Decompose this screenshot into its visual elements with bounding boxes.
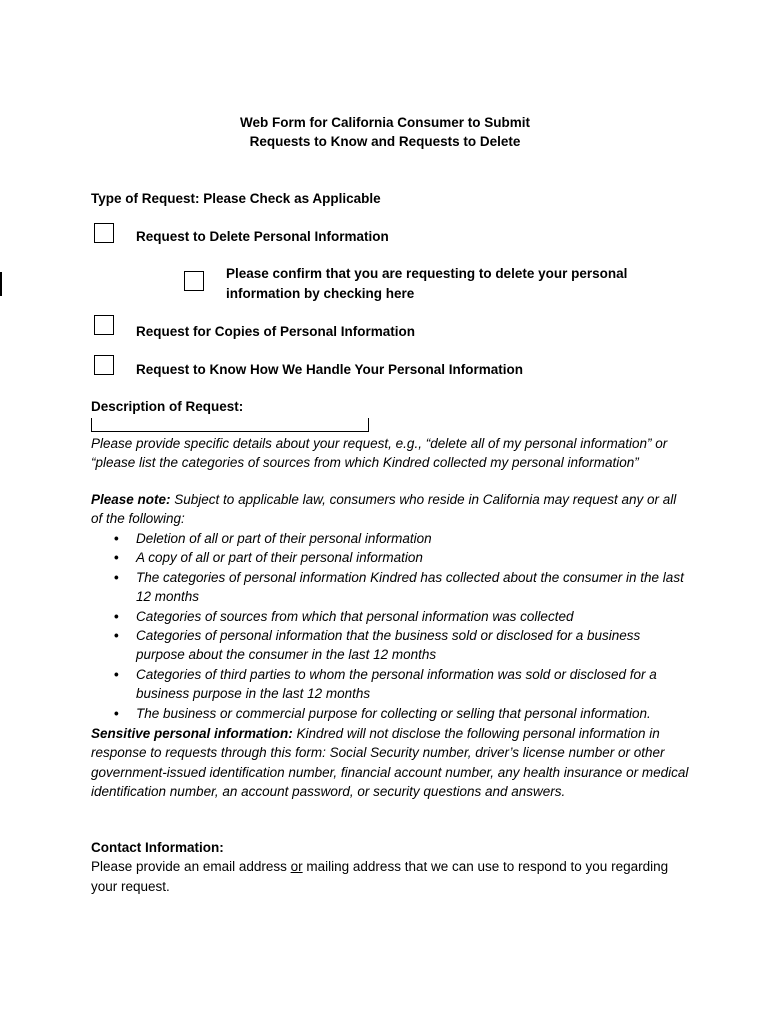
page-edge-mark [0, 272, 2, 296]
type-of-request-heading: Type of Request: Please Check as Applicable [91, 191, 381, 206]
note-list [91, 529, 691, 723]
description-input[interactable] [91, 418, 369, 432]
know-request-checkbox[interactable] [94, 355, 114, 375]
copies-request-label: Request for Copies of Personal Information [136, 324, 416, 339]
list-item: • The business or commercial purpose for collecting or selling that personal information. [91, 704, 691, 723]
note-paragraph [91, 490, 691, 529]
list-item: • Categories of sources from which that personal information was collected [91, 607, 691, 626]
contact-heading: Contact Information: [91, 840, 224, 855]
form-title-line-1: Web Form for California Consumer to Submit [239, 115, 530, 130]
confirm-delete-label: Please confirm that you are requesting to delete your personal information by checking here [226, 266, 628, 301]
form-title-line-2: Requests to Know and Requests to Delete [249, 134, 521, 149]
contact-instructions [91, 857, 691, 896]
sensitive-lead: Sensitive personal information: [91, 726, 293, 741]
contact-text-before: Please provide an email address [91, 859, 291, 874]
note-lead: Please note: [91, 492, 171, 507]
list-item: • Categories of third parties to whom the personal information was sold or disclosed for a business purpose in the last 12 months [91, 665, 691, 704]
contact-text-emphasis: or [290, 859, 303, 874]
know-request-label: Request to Know How We Handle Your Personal Information [136, 362, 524, 377]
sensitive-text: Kindred will not disclose the following personal information in response to requests through this form: Social Security number, driver’s license number or other government-issued identification number, financial account number, any health insurance or medical identification number, an account password, or security questions and answers. [91, 726, 689, 800]
confirm-delete-checkbox[interactable] [184, 271, 204, 291]
delete-request-label: Request to Delete Personal Information [136, 229, 389, 244]
list-item: • A copy of all or part of their personal information [91, 548, 691, 567]
sensitive-paragraph [91, 724, 691, 802]
delete-request-checkbox[interactable] [94, 223, 114, 243]
note-text: Subject to applicable law, consumers who reside in California may request any or all of the following: [91, 492, 677, 527]
copies-request-checkbox[interactable] [94, 315, 114, 335]
description-heading: Description of Request: [91, 399, 244, 414]
description-help-text: Please provide specific details about your request, e.g., “delete all of my personal information” or “please list the categories of sources from which Kindred collected my personal information” [91, 436, 668, 471]
list-item: • The categories of personal information Kindred has collected about the consumer in the last 12 months [91, 568, 691, 607]
list-item: • Deletion of all or part of their personal information [91, 529, 691, 548]
contact-text-after: mailing address that we can use to respond to you regarding your request. [91, 859, 669, 894]
list-item: • Categories of personal information that the business sold or disclosed for a business purpose about the consumer in the last 12 months [91, 626, 691, 665]
